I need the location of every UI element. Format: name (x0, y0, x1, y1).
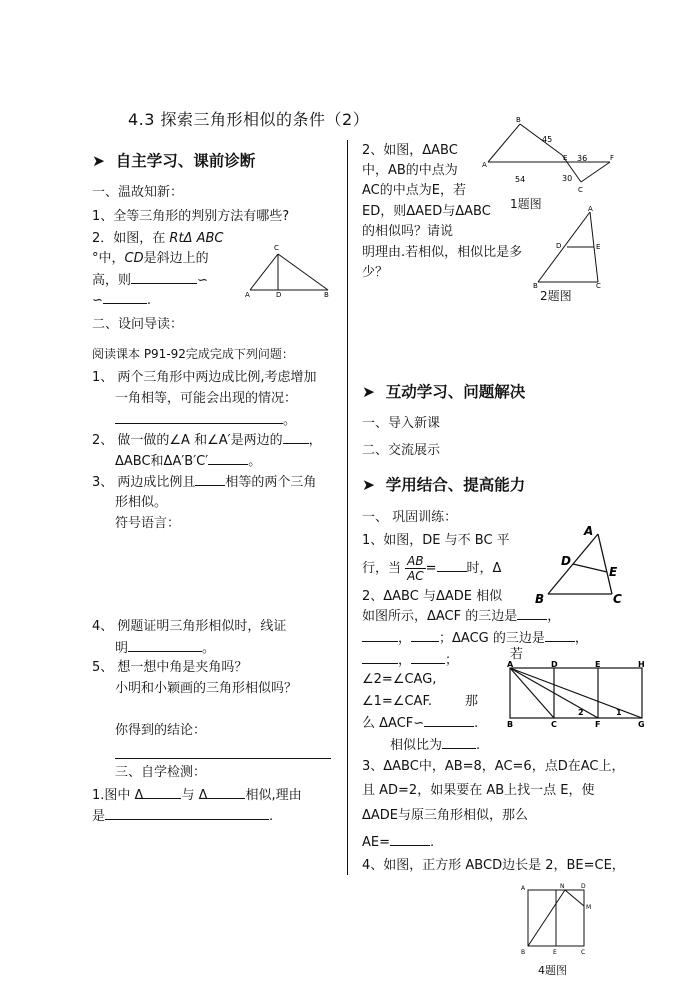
guide-3-line2: 形相似。 (115, 495, 168, 510)
answer-blank[interactable] (411, 628, 439, 642)
exercise-2-line4: ， ； (362, 650, 458, 671)
problem-2-line3: AC的中点为E，若 (362, 183, 466, 198)
question-1: 1、全等三角形的判别方法有哪些? (92, 209, 290, 224)
answer-blank[interactable] (143, 785, 181, 799)
svg-text:D: D (276, 291, 282, 299)
svg-text:C: C (596, 282, 601, 290)
guide-heading: 二、设问导读： (92, 317, 184, 332)
problem-2-line5: 的相似吗？请说 (362, 224, 454, 239)
exercise-2-line1: 2、ΔABC 与ΔADE 相似 (362, 589, 503, 604)
conclusion-answer-line[interactable] (115, 758, 331, 759)
svg-text:E: E (553, 949, 557, 956)
column-divider (347, 140, 348, 875)
conclusion-label: 你得到的结论： (115, 723, 207, 738)
answer-blank[interactable] (437, 558, 467, 572)
exercise-2-line6: ∠1=∠CAF. 那 (362, 694, 479, 709)
answer-blank[interactable] (128, 638, 202, 652)
svg-text:36: 36 (577, 154, 588, 163)
svg-text:B: B (535, 592, 545, 606)
answer-blank[interactable] (545, 628, 575, 642)
problem-2-line1: 2、如图，ΔABC (362, 143, 458, 158)
guide-5-line1: 5、 想一想中角是夹角吗？ (92, 660, 248, 675)
figure-4 (504, 660, 648, 730)
figure-4-caption: 4题图 (538, 964, 567, 977)
arrow-bullet-icon: ➤ (362, 383, 375, 401)
svg-text:D: D (556, 242, 562, 250)
guide-4-line1: 4、 例题证明三角形相似时，线证 (92, 619, 287, 634)
svg-text:A: A (482, 161, 487, 169)
intro-new-lesson: 一、导入新课 (362, 416, 441, 431)
figure-2-caption: 2题图 (540, 289, 572, 303)
symbol-language-label: 符号语言： (115, 516, 181, 531)
svg-text:B: B (533, 282, 538, 290)
svg-text:54: 54 (515, 175, 526, 184)
test-1-line2: 是 . (92, 806, 273, 827)
svg-text:1: 1 (616, 708, 622, 717)
answer-blank[interactable] (105, 806, 269, 820)
guide-3-line1: 3、 两边成比例且 相等的两个三角 (92, 472, 316, 493)
consolidation-heading: 一、 巩固训练： (362, 510, 458, 525)
guide-5-line2: 小明和小颖画的三角形相似吗？ (115, 681, 298, 696)
test-1-line1: 1.图中 Δ 与 Δ 相似,理由 (92, 785, 302, 806)
problem-2-line4: ED，则ΔAED与ΔABC (362, 204, 491, 219)
figure-right-triangle (242, 240, 334, 300)
question-2-line3: 高，则 ∽ (92, 270, 208, 291)
svg-text:B: B (324, 291, 329, 299)
svg-text:D: D (561, 554, 571, 568)
figure-2 (530, 204, 610, 290)
arrow-bullet-icon: ➤ (362, 476, 375, 494)
answer-blank[interactable] (283, 430, 309, 444)
reading-instruction: 阅读课本 P91-92完成完成下列问题： (92, 347, 294, 361)
answer-blank[interactable] (208, 451, 248, 465)
svg-text:E: E (595, 660, 601, 669)
answer-blank[interactable] (424, 713, 474, 727)
guide-1-line2: 一角相等，可能会出现的情况： (115, 391, 298, 406)
svg-text:A: A (588, 205, 593, 213)
svg-text:B: B (516, 116, 521, 124)
svg-text:N: N (560, 883, 565, 890)
svg-text:C: C (551, 720, 557, 729)
svg-text:C: C (274, 244, 279, 252)
section-heading-2: ➤ 互动学习、问题解决 (362, 383, 526, 401)
svg-text:F: F (595, 720, 601, 729)
svg-text:A: A (521, 885, 526, 892)
section-heading-3: ➤ 学用结合、提高能力 (362, 476, 526, 494)
svg-text:E: E (609, 565, 618, 579)
exercise-3-line2: 且 AD=2，如果要在 AB上找一点 E，使 (362, 783, 595, 798)
guide-2-line2: ΔABC和ΔA′B′C′ 。 (115, 451, 261, 472)
svg-text:B: B (521, 949, 526, 956)
guide-1-line1: 1、 两个三角形中两边成比例,考虑增加 (92, 370, 317, 385)
answer-blank[interactable] (411, 650, 445, 664)
arrow-bullet-icon: ➤ (92, 152, 105, 170)
guide-2-line1: 2、 做一做的∠A 和∠A′是两边的 ， (92, 430, 322, 451)
svg-text:C: C (613, 592, 622, 606)
guide-1-line3: 。 (115, 410, 296, 431)
svg-text:A: A (584, 524, 594, 538)
guide-4-line2: 明 。 (115, 638, 215, 659)
figure-1 (480, 112, 620, 192)
svg-text:45: 45 (542, 135, 553, 144)
self-test-heading: 三、自学检测： (115, 765, 207, 780)
svg-text:30: 30 (562, 174, 573, 183)
answer-blank[interactable] (195, 472, 225, 486)
svg-text:C: C (581, 949, 586, 956)
exercise-2-line5: ∠2=∠CAG, (362, 672, 437, 687)
exercise-1-line2: 行，当 $\frac{AB}{AC}=$ 时，Δ (362, 554, 502, 583)
exercise-1-line1: 1、如图，DE 与不 BC 平 (362, 533, 510, 548)
exercise-3-line4: AE= . (362, 832, 434, 853)
exercise-4-line1: 4、如图，正方形 ABCD边长是 2，BE=CE， (362, 858, 625, 873)
exercise-2-line7: 么 ΔACF∽ . (362, 713, 478, 734)
svg-text:E: E (596, 243, 601, 251)
svg-text:2: 2 (578, 708, 584, 717)
svg-text:H: H (638, 660, 645, 669)
svg-text:D: D (551, 660, 558, 669)
review-heading: 一、温故知新： (92, 185, 184, 200)
figure-3 (530, 522, 630, 606)
svg-text:C: C (578, 186, 583, 192)
page-title: 4.3 探索三角形相似的条件（2） (128, 110, 370, 129)
svg-text:B: B (507, 720, 514, 729)
svg-text:A: A (245, 291, 250, 299)
answer-blank[interactable] (390, 832, 430, 846)
exercise-2-line3: ， ；ΔACG 的三边是 ， (362, 628, 588, 649)
exercise-2-ruo: 若 (510, 647, 524, 662)
svg-text:F: F (610, 154, 615, 162)
question-2-line4: ∽ . (92, 290, 151, 311)
answer-blank[interactable] (115, 410, 283, 424)
answer-blank[interactable] (362, 628, 398, 642)
section-heading-1: ➤ 自主学习、课前诊断 (92, 152, 256, 170)
svg-text:G: G (638, 720, 645, 729)
svg-text:D: D (581, 883, 586, 890)
svg-text:A: A (507, 660, 514, 669)
answer-blank[interactable] (517, 606, 547, 620)
exchange-show: 二、交流展示 (362, 443, 441, 458)
answer-blank[interactable] (442, 735, 476, 749)
exercise-3-line1: 3、ΔABC中，AB=8，AC=6，点D在AC上， (362, 759, 625, 774)
question-2-line2: °中，CD是斜边上的 (92, 251, 209, 266)
problem-2-line2: 中，AB的中点为 (362, 163, 458, 178)
problem-2-line7: 少？ (362, 265, 389, 280)
problem-2-line6: 明理由.若相似，相似比是多 (362, 245, 523, 260)
answer-blank[interactable] (131, 270, 197, 284)
figure-1-caption: 1题图 (510, 197, 542, 211)
svg-text:M: M (586, 904, 592, 911)
exercise-3-line3: ΔADE与原三角形相似，那么 (362, 808, 529, 823)
figure-5 (518, 880, 598, 956)
exercise-2-line8: 相似比为 . (390, 735, 480, 756)
question-2-line1: 2．如图，在 RtΔ ABC (92, 231, 224, 246)
fraction-ab-ac: $\frac{AB}{AC}$ (407, 554, 424, 583)
svg-text:E: E (563, 154, 568, 162)
answer-blank[interactable] (103, 290, 147, 304)
exercise-2-line2: 如图所示，ΔACF 的三边是 ， (362, 606, 560, 627)
answer-blank[interactable] (207, 785, 245, 799)
answer-blank[interactable] (362, 650, 398, 664)
